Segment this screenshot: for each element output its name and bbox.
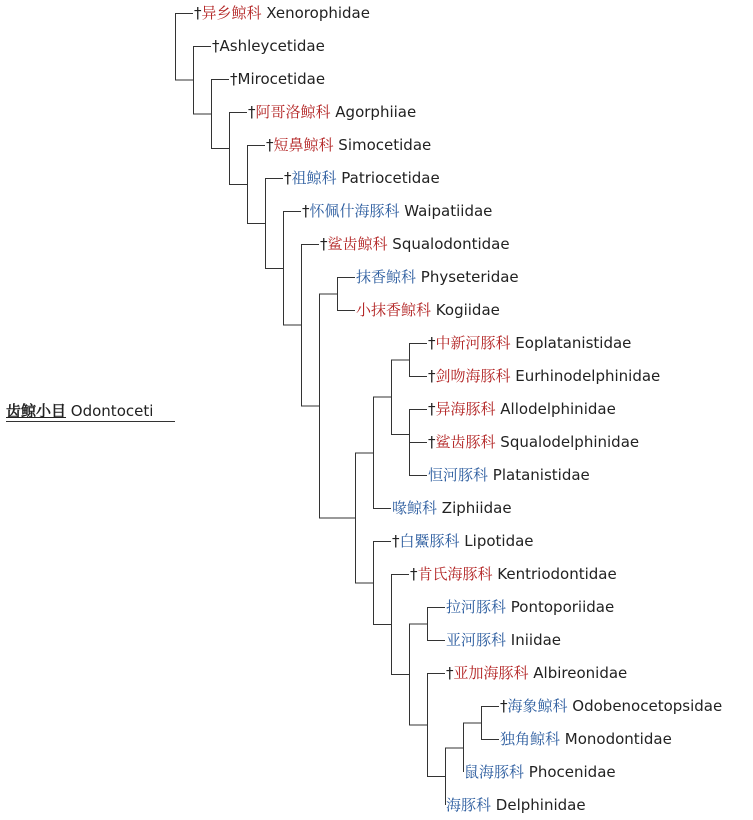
taxon-latin-name: Albireonidae	[533, 664, 628, 682]
taxon-chinese-name: 异乡鲸科	[201, 4, 262, 22]
extinct-dagger: †	[266, 136, 274, 154]
extinct-dagger: †	[428, 334, 436, 352]
taxon-chinese-name: 白鱀豚科	[399, 532, 460, 550]
taxon-label	[248, 103, 416, 121]
taxon-chinese-name: 小抹香鲸科	[356, 301, 432, 319]
taxon-latin-name: Eoplatanistidae	[515, 334, 632, 352]
taxon-latin-name: Odobenocetopsidae	[572, 697, 723, 715]
taxon-latin-name: Waipatiidae	[404, 202, 493, 220]
extinct-dagger: †	[392, 532, 400, 550]
taxon-label	[500, 697, 722, 715]
taxon-label	[392, 499, 512, 517]
taxon-chinese-name: 抹香鲸科	[356, 268, 417, 286]
taxon-latin-name: Kentriodontidae	[497, 565, 617, 583]
taxon-label	[428, 367, 660, 385]
taxon-latin-name: Squalodelphinidae	[500, 433, 640, 451]
taxon-latin-name: Simocetidae	[338, 136, 432, 154]
taxon-latin-name: Xenorophidae	[266, 4, 370, 22]
taxon-latin-name: Ziphiidae	[441, 499, 512, 517]
taxon-label	[266, 136, 431, 154]
taxon-latin-name: Patriocetidae	[341, 169, 440, 187]
taxon-latin-name: Agorphiiae	[335, 103, 417, 121]
taxon-chinese-name: 亚河豚科	[446, 631, 507, 649]
taxon-label	[302, 202, 492, 220]
extinct-dagger: †	[410, 565, 418, 583]
taxon-latin-name: Allodelphinidae	[500, 400, 616, 418]
taxon-chinese-name: 肯氏海豚科	[417, 565, 493, 583]
extinct-dagger: †	[428, 433, 436, 451]
taxon-label	[446, 664, 627, 682]
taxon-latin-name: Monodontidae	[564, 730, 672, 748]
taxon-label	[428, 334, 631, 352]
extinct-dagger: †	[320, 235, 328, 253]
taxon-label	[464, 763, 616, 781]
taxon-latin-name: Platanistidae	[492, 466, 590, 484]
extinct-dagger: †	[194, 4, 202, 22]
extinct-dagger: †	[446, 664, 454, 682]
taxon-latin-name: Phocenidae	[528, 763, 616, 781]
taxon-latin-name: Mirocetidae	[237, 70, 326, 88]
taxon-chinese-name: 剑吻海豚科	[435, 367, 511, 385]
taxon-chinese-name: 拉河豚科	[446, 598, 507, 616]
taxon-label	[230, 70, 325, 88]
taxon-chinese-name: 中新河豚科	[435, 334, 511, 352]
taxon-chinese-name: 鲨齿豚科	[435, 433, 496, 451]
taxon-chinese-name: 独角鲸科	[500, 730, 561, 748]
extinct-dagger: †	[248, 103, 256, 121]
taxon-label	[428, 433, 639, 451]
taxon-chinese-name: 阿哥洛鲸科	[255, 103, 331, 121]
taxon-chinese-name: 喙鲸科	[392, 499, 438, 517]
extinct-dagger: †	[230, 70, 238, 88]
taxon-latin-name: Pontoporiidae	[510, 598, 615, 616]
taxon-label	[320, 235, 510, 253]
taxon-label	[392, 532, 534, 550]
taxon-label	[428, 466, 590, 484]
root-label-chinese: 齿鲸小目	[6, 402, 67, 420]
taxon-chinese-name: 怀佩什海豚科	[309, 202, 400, 220]
taxon-chinese-name: 亚加海豚科	[453, 664, 529, 682]
taxon-latin-name: Squalodontidae	[392, 235, 510, 253]
taxon-chinese-name: 祖鲸科	[291, 169, 337, 187]
extinct-dagger: †	[284, 169, 292, 187]
taxon-label	[194, 4, 370, 22]
taxon-latin-name: Ashleycetidae	[219, 37, 325, 55]
taxon-chinese-name: 海豚科	[446, 796, 492, 814]
taxon-label	[356, 268, 519, 286]
taxon-label	[446, 631, 561, 649]
taxon-label	[410, 565, 617, 583]
taxon-latin-name: Iniidae	[510, 631, 562, 649]
extinct-dagger: †	[428, 367, 436, 385]
taxon-label	[500, 730, 672, 748]
taxon-chinese-name: 异海豚科	[435, 400, 496, 418]
taxon-latin-name: Physeteridae	[420, 268, 519, 286]
extinct-dagger: †	[500, 697, 508, 715]
taxon-label	[446, 598, 614, 616]
taxon-latin-name: Lipotidae	[464, 532, 534, 550]
taxon-latin-name: Kogiidae	[435, 301, 500, 319]
taxon-chinese-name: 鲨齿鲸科	[327, 235, 388, 253]
taxon-chinese-name: 海象鲸科	[507, 697, 568, 715]
taxon-label	[212, 37, 325, 55]
taxon-label	[284, 169, 440, 187]
taxon-chinese-name: 短鼻鲸科	[273, 136, 334, 154]
extinct-dagger: †	[302, 202, 310, 220]
extinct-dagger: †	[428, 400, 436, 418]
taxon-latin-name: Delphinidae	[495, 796, 586, 814]
taxon-label	[428, 400, 616, 418]
taxon-latin-name: Eurhinodelphinidae	[515, 367, 661, 385]
extinct-dagger: †	[212, 37, 220, 55]
root-label-latin: Odontoceti	[70, 402, 154, 420]
taxon-label	[356, 301, 500, 319]
taxon-chinese-name: 鼠海豚科	[464, 763, 525, 781]
taxon-label	[446, 796, 586, 814]
taxon-chinese-name: 恒河豚科	[428, 466, 489, 484]
